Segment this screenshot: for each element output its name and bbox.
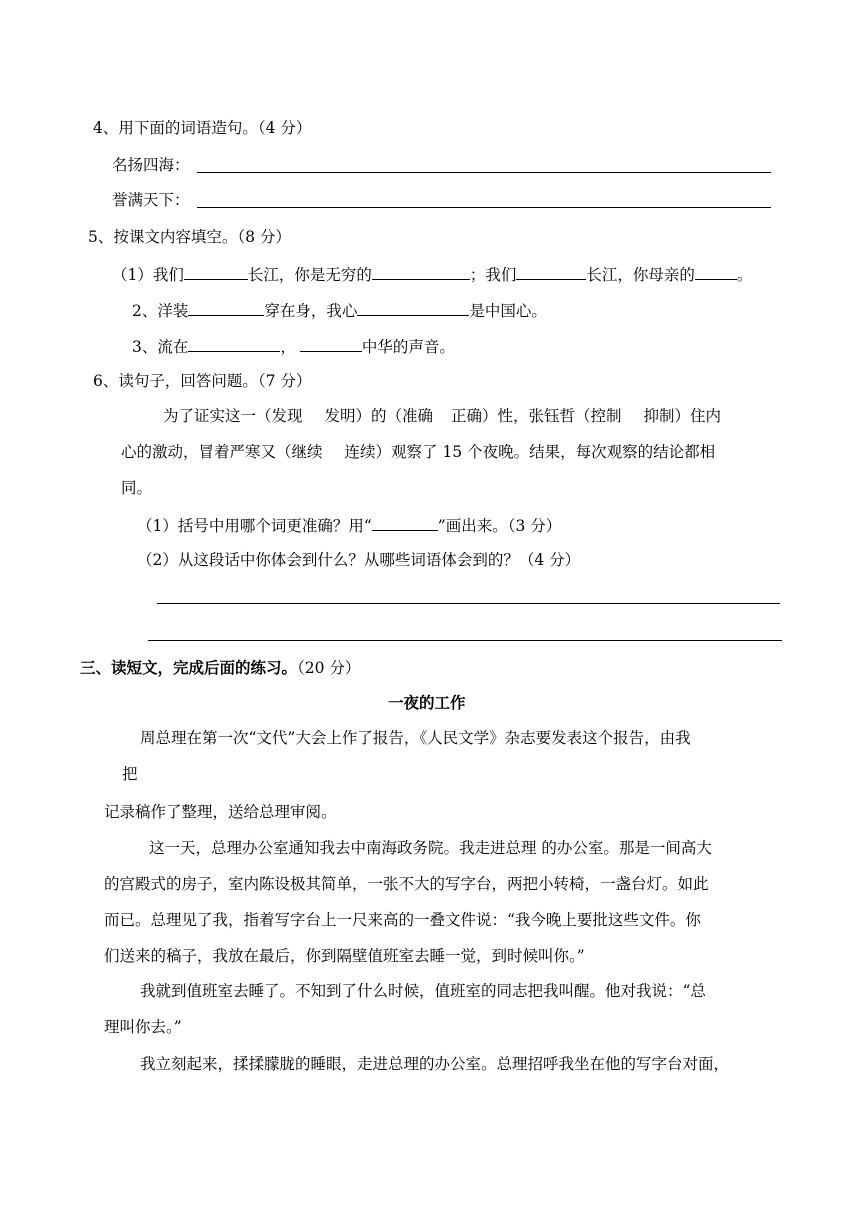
q6-p-text-f: 连续）观察了 15 个夜晚。结果，每次观察的结论都相 bbox=[344, 443, 716, 461]
q6-sub1-text-a: （1）括号中用哪个词更准确？用“ bbox=[137, 517, 372, 535]
q6-sub2: （2）从这段话中你体会到什么？从哪些词语体会到的？（4 分） bbox=[137, 551, 581, 569]
q5-line1-text-a: （1）我们 bbox=[112, 266, 184, 284]
section3-heading bbox=[80, 658, 360, 678]
q6-p-text-d: 抑制）住内 bbox=[643, 407, 722, 425]
q5-blank-1[interactable] bbox=[184, 263, 248, 280]
q4-heading: 4、用下面的词语造句。（4 分） bbox=[93, 119, 312, 137]
q6-paragraph-line1 bbox=[163, 406, 721, 426]
q4-item2-label: 誉满天下： bbox=[112, 191, 190, 209]
q5-line2-text-c: 是中国心。 bbox=[469, 302, 547, 320]
q4-item2-answer-line[interactable] bbox=[197, 207, 771, 208]
section3-heading-text: 三、读短文，完成后面的练习。 bbox=[80, 658, 298, 677]
passage-p3-line2: 理叫你去。” bbox=[104, 1018, 182, 1036]
passage-p2-line1: 这一天，总理办公室通知我去中南海政务院。我走进总理 的办公室。那是一间高大 bbox=[149, 839, 712, 857]
q6-answer-line-2[interactable] bbox=[148, 640, 782, 641]
passage-title: 一夜的工作 bbox=[388, 693, 466, 712]
q5-line1-text-d: 长江，你母亲的 bbox=[586, 266, 695, 284]
passage-p2-line2: 的宫殿式的房子，室内陈设极其简单，一张不大的写字台，两把小转椅，一盏台灯。如此 bbox=[104, 875, 709, 893]
passage-p3-line1: 我就到值班室去睡了。不知到了什么时候，值班室的同志把我叫醒。他对我说：“总 bbox=[140, 982, 706, 1000]
q5-heading: 5、按课文内容填空。（8 分） bbox=[88, 228, 291, 246]
q5-line1-text-c: ；我们 bbox=[469, 266, 517, 284]
q6-p-text-a: 为了证实这一（发现 bbox=[163, 407, 303, 425]
q5-line2 bbox=[132, 299, 547, 321]
passage-p1-line2: 把 bbox=[122, 765, 138, 783]
q6-sub1 bbox=[137, 514, 561, 536]
passage-p2-line3: 而已。总理见了我，指着写字台上一尺来高的一叠文件说：“我今晚上要批这些文件。你 bbox=[104, 911, 701, 929]
q5-blank-5[interactable] bbox=[188, 299, 264, 316]
q5-line3-text-b: ， bbox=[280, 338, 296, 356]
q5-blank-4[interactable] bbox=[695, 263, 737, 280]
q6-sub1-text-b: ”画出来。（3 分） bbox=[437, 517, 562, 535]
q6-sub1-blank[interactable] bbox=[372, 514, 438, 531]
section3-score: （20 分） bbox=[297, 659, 361, 677]
q5-line3-text-c: 中华的声音。 bbox=[361, 338, 455, 356]
q6-p-text-c: 正确）性，张钰哲（控制 bbox=[451, 407, 622, 425]
passage-p1-line3: 记录稿作了整理，送给总理审阅。 bbox=[104, 803, 337, 821]
q5-blank-2[interactable] bbox=[372, 263, 470, 280]
q6-p-text-b: 发明）的（准确 bbox=[324, 407, 434, 425]
passage-p1-line1: 周总理在第一次“文代”大会上作了报告，《人民文学》杂志要发表这个报告，由我 bbox=[140, 729, 691, 747]
q4-item1-answer-line[interactable] bbox=[197, 172, 771, 173]
q6-paragraph-line3: 同。 bbox=[121, 479, 153, 497]
q5-blank-3[interactable] bbox=[516, 263, 586, 280]
q5-line2-text-a: 2、洋装 bbox=[132, 302, 189, 320]
q5-line3 bbox=[132, 335, 455, 357]
q5-line1 bbox=[112, 263, 752, 285]
passage-p2-line4: 们送来的稿子，我放在最后，你到隔壁值班室去睡一觉，到时候叫你。” bbox=[104, 947, 585, 965]
q5-line2-text-b: 穿在身，我心 bbox=[264, 302, 358, 320]
q6-answer-line-1[interactable] bbox=[157, 603, 780, 604]
q6-paragraph-line2 bbox=[121, 442, 715, 462]
q5-blank-6[interactable] bbox=[357, 299, 469, 316]
q5-blank-8[interactable] bbox=[300, 335, 362, 352]
passage-p4-line1: 我立刻起来，揉揉朦胧的睡眼，走进总理的办公室。总理招呼我坐在他的写字台对面， bbox=[140, 1055, 730, 1073]
q4-item1-label: 名扬四海： bbox=[112, 156, 190, 174]
q5-blank-7[interactable] bbox=[188, 335, 280, 352]
q6-p-text-e: 心的激动，冒着严寒又（继续 bbox=[121, 443, 323, 461]
q5-line1-text-b: 长江，你是无穷的 bbox=[247, 266, 372, 284]
q5-line3-text-a: 3、流在 bbox=[132, 338, 189, 356]
q5-line1-text-e: 。 bbox=[736, 266, 753, 284]
q6-heading: 6、读句子，回答问题。（7 分） bbox=[93, 372, 312, 390]
